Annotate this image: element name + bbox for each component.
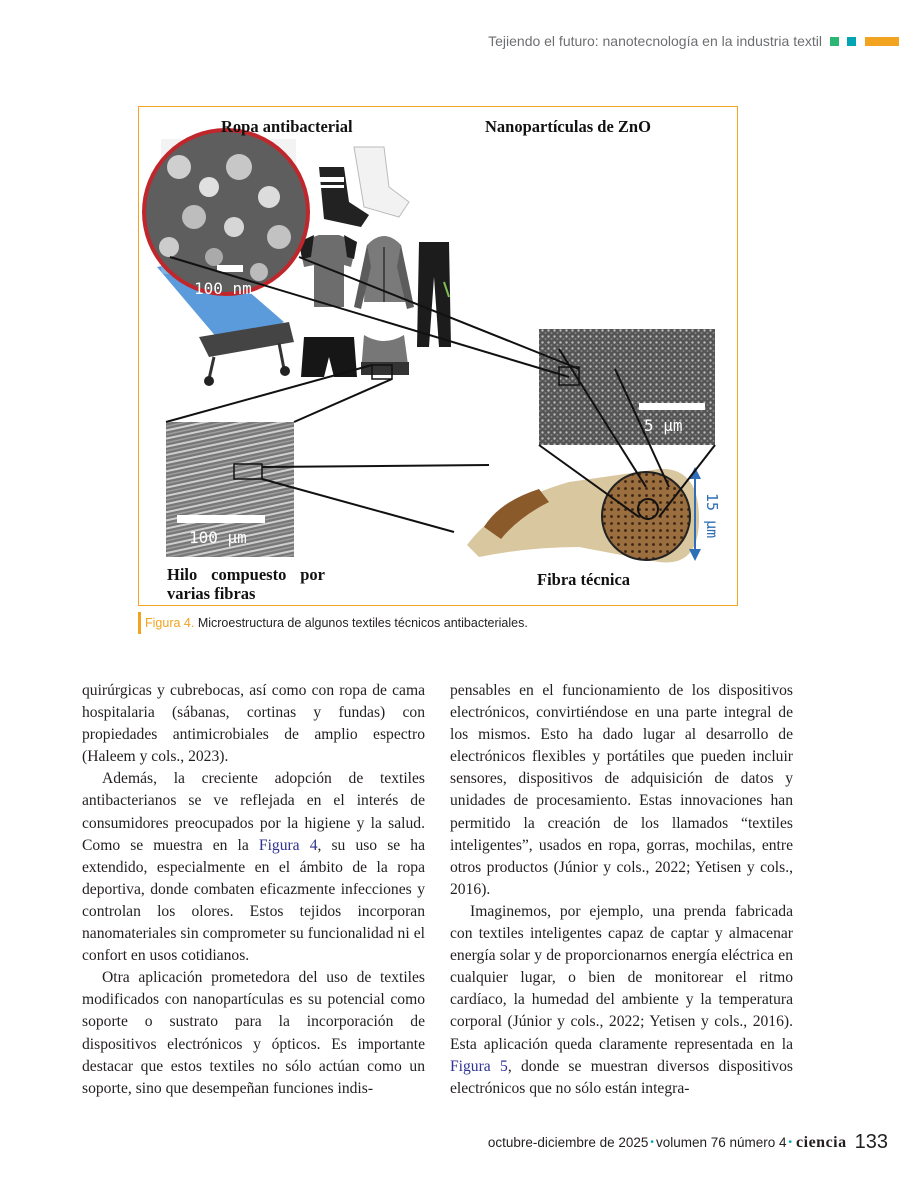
issue-volume: volumen 76 número 4	[655, 1135, 787, 1150]
leggings-image	[417, 242, 451, 347]
magazine-name: ciencia	[796, 1133, 847, 1151]
caption-number: Figura 4.	[145, 616, 195, 630]
socks-image	[319, 147, 409, 227]
separator-icon: •	[788, 1137, 793, 1148]
technical-fiber-illustration	[467, 467, 721, 562]
figure-5-link[interactable]: Figura 5	[450, 1057, 508, 1075]
orange-bar-icon	[865, 37, 899, 46]
figure-illustration	[139, 107, 738, 606]
scale-100nm: 100 nm	[194, 279, 252, 298]
figure-4	[138, 106, 738, 606]
paragraph: Otra aplicación prometedora del uso de textiles modificados con nanopartículas es su potencial como soporte o sustrato para la incorporación de dispositivos electrónicos y ópticos. Es importante destacar que estos textiles no sólo actúan como un soporte, sino que desempeñan funciones indis-	[82, 969, 425, 1097]
caption-text: Microestructura de algunos textiles técnicos antibacteriales.	[194, 616, 528, 630]
separator-icon: •	[650, 1137, 654, 1148]
fiber-surface-micrograph	[539, 329, 715, 445]
paragraph: Imaginemos, por ejemplo, una prenda fabricada con textiles inteligentes capaz de captar y almacenar energía solar y de proporcionarnos energía eléctrica en cualquier lugar, o bien de monitorear el ritmo cardíaco, la humedad del ambiente y la temperatura corporal (Júnior y cols., 2022; Yetisen y cols., 2016). Esta aplicación queda claramente representada en la Figura 5, donde se muestran diversos dispositivos electrónicos que no sólo están integra-	[450, 902, 793, 1097]
yarn-micrograph	[166, 422, 294, 557]
tshirt-image	[299, 235, 357, 307]
label-technical-fiber: Fibra técnica	[537, 570, 631, 589]
page-number: 133	[854, 1131, 888, 1153]
label-yarn-line1: Hilo compuesto por	[167, 565, 325, 584]
scale-15um: 15 µm	[703, 493, 721, 539]
body-column-left	[82, 680, 425, 1100]
paragraph: quirúrgicas y cubrebocas, así como con ropa de cama hospitalaria (sábanas, cortinas y fundas) con propiedades antimicrobiales de amplio espectro (Haleem y cols., 2023).	[82, 682, 425, 766]
figure-4-link[interactable]: Figura 4	[258, 836, 318, 854]
scale-5um: 5 µm	[644, 416, 683, 435]
paragraph: pensables en el funcionamiento de los dispositivos electrónicos, convirtiéndose en una parte integral de los mismos. Esto ha dado lugar al desarrollo de electrónicos flexibles y portátiles que pueden incluir sensores, dispositivos de adquisición de datos y unidades de procesamiento. Estas innovaciones han permitido la creación de los llamados “textiles inteligentes”, usados en ropa, gorras, mochilas, entre otros productos (Júnior y cols., 2022; Yetisen y cols., 2016).	[450, 682, 793, 898]
body-column-right	[450, 680, 793, 1100]
sports-bra-image	[361, 335, 409, 379]
running-header	[488, 33, 899, 49]
figure-caption	[138, 612, 528, 634]
running-title: Tejiendo el futuro: nanotecnología en la industria textil	[488, 33, 822, 49]
label-zno-nanoparticles: Nanopartículas de ZnO	[485, 117, 651, 136]
scale-100um: 100 µm	[189, 528, 247, 547]
teal-square-icon	[847, 37, 856, 46]
page-footer	[488, 1131, 888, 1154]
label-antibacterial-clothing: Ropa antibacterial	[221, 117, 353, 136]
issue-period: octubre-diciembre de 2025	[487, 1135, 649, 1150]
green-square-icon	[830, 37, 839, 46]
label-yarn-line2: varias fibras	[167, 584, 256, 603]
jacket-image	[354, 236, 414, 309]
paragraph: Además, la creciente adopción de textiles antibacterianos se ve reflejada en el interés de consumidores preocupados por la higiene y la salud. Como se muestra en la Figura 4, su uso se ha extendido, especialmente en el ámbito de la ropa deportiva, donde combaten eficazmente infecciones y controlan los olores. Estos tejidos incorporan nanomateriales sin comprometer su funcionalidad ni el confort en usos cotidianos.	[82, 770, 425, 965]
